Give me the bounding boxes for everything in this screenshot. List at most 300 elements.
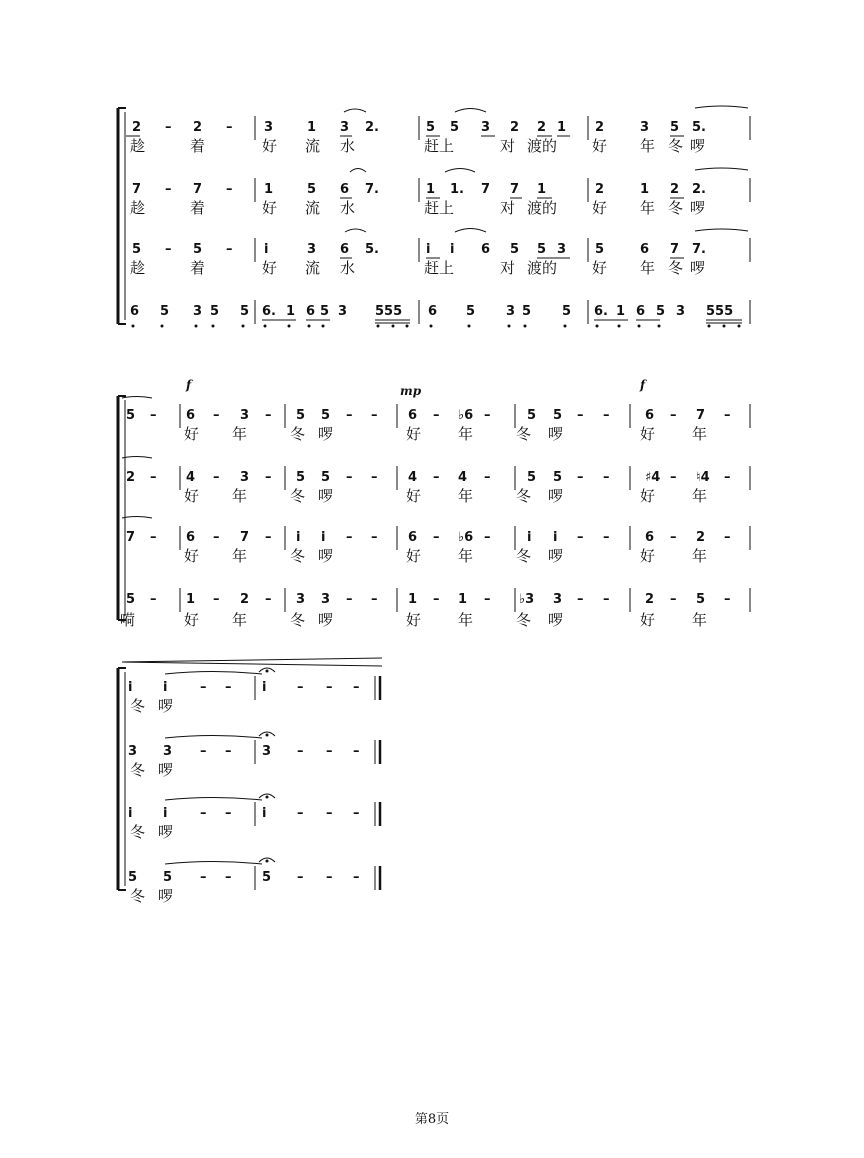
note: –	[200, 744, 207, 759]
octave-dot	[468, 325, 471, 328]
note: –	[225, 870, 232, 885]
note: –	[213, 470, 220, 485]
note: –	[165, 242, 172, 257]
note: –	[724, 470, 731, 485]
note: i	[128, 806, 133, 821]
lyric-syllable: 水	[340, 259, 356, 277]
lyric-syllable: 年	[458, 425, 474, 443]
lyric-syllable: 冬	[668, 259, 684, 277]
note: –	[353, 680, 360, 695]
note: 5	[132, 242, 142, 257]
note: 1	[640, 182, 650, 197]
note: –	[297, 680, 304, 695]
note: 7	[481, 182, 491, 197]
note: 4	[186, 470, 196, 485]
note: i	[163, 680, 168, 695]
lyric-syllable: 赶上	[424, 137, 455, 155]
note: 6	[340, 182, 350, 197]
note: 5	[595, 242, 605, 257]
note: 5	[522, 304, 532, 319]
lyric-syllable: 啰	[548, 487, 564, 505]
lyric-syllable: 渡的	[527, 259, 558, 277]
lyric-syllable: 啰	[318, 611, 334, 629]
note: i	[450, 242, 455, 257]
lyric-syllable: 好	[406, 547, 422, 565]
note: 7	[670, 242, 680, 257]
slur	[344, 109, 366, 112]
note: –	[200, 806, 207, 821]
note: i	[527, 530, 532, 545]
octave-dot	[738, 325, 741, 328]
note: i	[553, 530, 558, 545]
octave-dot	[638, 325, 641, 328]
fermata-dot	[266, 670, 269, 673]
octave-dot	[212, 325, 215, 328]
note: 2	[132, 120, 142, 135]
note: 5	[527, 470, 537, 485]
note: –	[297, 806, 304, 821]
note: 555	[706, 304, 734, 319]
octave-dot	[161, 325, 164, 328]
crescendo-line	[122, 658, 382, 662]
note: –	[150, 408, 157, 423]
note: –	[226, 120, 233, 135]
lyric-syllable: 年	[692, 425, 708, 443]
note: 3	[506, 304, 516, 319]
lyric-syllable: 冬	[290, 547, 306, 565]
note: 5	[160, 304, 170, 319]
lyric-syllable: 年	[458, 611, 474, 629]
lyric-syllable: 水	[340, 137, 356, 155]
note: –	[433, 408, 440, 423]
note: –	[577, 530, 584, 545]
lyric-syllable: 冬	[130, 823, 146, 841]
note: 5	[450, 120, 460, 135]
note: –	[150, 470, 157, 485]
note: –	[484, 408, 491, 423]
note: 5	[510, 242, 520, 257]
lyric-syllable: 渡的	[527, 199, 558, 217]
lyric-syllable: 啰	[690, 137, 706, 155]
note: 4	[408, 470, 418, 485]
lyric-syllable: 冬	[130, 697, 146, 715]
slur	[695, 229, 748, 231]
note: –	[724, 592, 731, 607]
lyric-syllable: 啰	[690, 259, 706, 277]
note: –	[150, 530, 157, 545]
note: 2	[126, 470, 136, 485]
note: 6	[428, 304, 438, 319]
octave-dot	[658, 325, 661, 328]
lyric-syllable: 对	[500, 137, 516, 155]
note: 1	[557, 120, 567, 135]
lyric-syllable: 冬	[290, 611, 306, 629]
note: 5.	[692, 120, 706, 135]
note: 5	[562, 304, 572, 319]
lyric-syllable: 年	[458, 547, 474, 565]
lyric-syllable: 啰	[318, 425, 334, 443]
note: 3	[307, 242, 317, 257]
note: 2	[193, 120, 203, 135]
note: 3	[262, 744, 272, 759]
note: 555	[375, 304, 403, 319]
note: –	[371, 592, 378, 607]
note: –	[603, 592, 610, 607]
note: 6	[408, 408, 418, 423]
slur	[345, 229, 366, 232]
lyric-syllable: 着	[190, 137, 206, 155]
note: ♭6	[458, 408, 474, 423]
lyric-syllable: 好	[184, 547, 200, 565]
note: –	[213, 408, 220, 423]
note: 5	[126, 408, 136, 423]
note: 3	[264, 120, 274, 135]
lyric-syllable: 好	[262, 259, 278, 277]
note: 6	[130, 304, 140, 319]
note: 3	[128, 744, 138, 759]
note: 5	[426, 120, 436, 135]
slur	[165, 672, 262, 675]
note: –	[225, 744, 232, 759]
note: –	[226, 182, 233, 197]
lyric-syllable: 冬	[516, 425, 532, 443]
note: i	[321, 530, 326, 545]
note: 3	[481, 120, 491, 135]
octave-dot	[392, 325, 395, 328]
note: –	[265, 470, 272, 485]
note: –	[577, 408, 584, 423]
note: 5	[320, 304, 330, 319]
lyric-syllable: 啰	[318, 487, 334, 505]
note: 6.	[262, 304, 276, 319]
note: 5	[656, 304, 666, 319]
lyric-syllable: 趁	[130, 137, 146, 155]
lyric-syllable: 冬	[290, 425, 306, 443]
note: i	[163, 806, 168, 821]
lyric-syllable: 啰	[318, 547, 334, 565]
note: 7	[193, 182, 203, 197]
lyric-syllable: 冬	[516, 611, 532, 629]
note: –	[371, 530, 378, 545]
note: 7	[126, 530, 136, 545]
dynamic-marking: f	[640, 378, 646, 392]
note: 1	[616, 304, 626, 319]
note: 2	[537, 120, 547, 135]
note: –	[326, 680, 333, 695]
note: 6	[340, 242, 350, 257]
note: ♭6	[458, 530, 474, 545]
lyric-syllable: 啰	[158, 697, 174, 715]
lyric-syllable: 年	[232, 425, 248, 443]
note: –	[213, 530, 220, 545]
lyric-syllable: 年	[692, 611, 708, 629]
note: 3	[321, 592, 331, 607]
note: 3	[640, 120, 650, 135]
note: –	[433, 530, 440, 545]
note: –	[265, 530, 272, 545]
lyric-syllable: 冬	[130, 761, 146, 779]
lyric-syllable: 冬	[290, 487, 306, 505]
note: 3	[557, 242, 567, 257]
dynamic-marking: mp	[400, 384, 422, 398]
lyric-syllable: 流	[305, 137, 321, 155]
lyric-syllable: 啰	[158, 823, 174, 841]
note: –	[297, 870, 304, 885]
lyric-syllable: 年	[640, 137, 656, 155]
lyric-syllable: 好	[406, 611, 422, 629]
note: –	[226, 242, 233, 257]
note: 2	[670, 182, 680, 197]
note: 4	[458, 470, 468, 485]
lyric-syllable: 啰	[158, 887, 174, 905]
note: –	[213, 592, 220, 607]
lyric-syllable: 啰	[548, 425, 564, 443]
lyric-syllable: 好	[406, 425, 422, 443]
note: 5	[553, 470, 563, 485]
note: –	[346, 592, 353, 607]
note: –	[346, 530, 353, 545]
fermata-dot	[266, 796, 269, 799]
lyric-syllable: 好	[640, 611, 656, 629]
note: 5	[527, 408, 537, 423]
note: ♮4	[696, 470, 710, 485]
note: 6	[306, 304, 316, 319]
slur	[350, 169, 366, 173]
note: 5	[163, 870, 173, 885]
octave-dot	[308, 325, 311, 328]
lyric-syllable: 好	[406, 487, 422, 505]
octave-dot	[264, 325, 267, 328]
lyric-syllable: 年	[692, 487, 708, 505]
note: 7	[240, 530, 250, 545]
octave-dot	[508, 325, 511, 328]
lyric-syllable: 赶上	[424, 259, 455, 277]
note: 3	[193, 304, 203, 319]
note: 1	[186, 592, 196, 607]
slur	[445, 169, 475, 173]
lyric-syllable: 流	[305, 259, 321, 277]
note: –	[326, 806, 333, 821]
slur	[695, 168, 748, 170]
note: i	[296, 530, 301, 545]
note: –	[371, 470, 378, 485]
lyric-syllable: 啰	[690, 199, 706, 217]
lyric-syllable: 好	[184, 425, 200, 443]
note: 3	[340, 120, 350, 135]
lyric-syllable: 冬	[130, 887, 146, 905]
lyric-syllable: 好	[592, 199, 608, 217]
note: 2	[510, 120, 520, 135]
note: 6	[645, 530, 655, 545]
note: i	[262, 806, 267, 821]
note: –	[371, 408, 378, 423]
note: 2	[696, 530, 706, 545]
lyric-syllable: 好	[592, 137, 608, 155]
note: –	[165, 120, 172, 135]
lyric-syllable: 冬	[516, 547, 532, 565]
note: 7	[510, 182, 520, 197]
octave-dot	[242, 325, 245, 328]
note: –	[577, 470, 584, 485]
note: 7.	[365, 182, 379, 197]
note: –	[297, 744, 304, 759]
note: 1	[307, 120, 317, 135]
note: –	[670, 470, 677, 485]
octave-dot	[524, 325, 527, 328]
note: –	[603, 470, 610, 485]
note: 5	[466, 304, 476, 319]
octave-dot	[406, 325, 409, 328]
note: –	[484, 592, 491, 607]
note: 6	[645, 408, 655, 423]
lyric-syllable: 对	[500, 259, 516, 277]
note: –	[326, 744, 333, 759]
lyric-syllable: 年	[232, 611, 248, 629]
note: –	[603, 408, 610, 423]
note: i	[264, 242, 269, 257]
crescendo-line	[122, 662, 382, 666]
note: 3	[163, 744, 173, 759]
octave-dot	[132, 325, 135, 328]
note: 3	[240, 470, 250, 485]
lyric-syllable: 年	[232, 547, 248, 565]
note: ♯4	[645, 470, 661, 485]
lyric-syllable: 水	[340, 199, 356, 217]
octave-dot	[564, 325, 567, 328]
note: 5	[128, 870, 138, 885]
slur	[165, 862, 262, 865]
note: 1	[426, 182, 436, 197]
note: –	[353, 744, 360, 759]
note: 5	[307, 182, 317, 197]
note: 6	[640, 242, 650, 257]
lyric-syllable: 年	[458, 487, 474, 505]
note: 5	[696, 592, 706, 607]
note: –	[150, 592, 157, 607]
note: 6	[408, 530, 418, 545]
note: 2	[645, 592, 655, 607]
note: 1	[458, 592, 468, 607]
note: 1	[537, 182, 547, 197]
slur	[455, 109, 486, 113]
note: 3	[338, 304, 348, 319]
note: –	[346, 470, 353, 485]
lyric-syllable: 好	[640, 547, 656, 565]
octave-dot	[288, 325, 291, 328]
lyric-syllable: 好	[262, 137, 278, 155]
note: –	[346, 408, 353, 423]
dynamic-marking: f	[186, 378, 192, 392]
note: –	[265, 592, 272, 607]
note: –	[603, 530, 610, 545]
note: 5.	[365, 242, 379, 257]
lyric-syllable: 年	[640, 199, 656, 217]
lyric-syllable: 冬	[516, 487, 532, 505]
page-number: 第8页	[414, 1112, 450, 1127]
lyric-syllable: 冬	[668, 137, 684, 155]
lyric-syllable: 流	[305, 199, 321, 217]
note: ♭3	[519, 592, 535, 607]
lyric-syllable: 啰	[548, 611, 564, 629]
note: 5	[553, 408, 563, 423]
octave-dot	[618, 325, 621, 328]
note: 5	[321, 470, 331, 485]
note: 6	[186, 408, 196, 423]
note: –	[670, 530, 677, 545]
slur	[122, 457, 152, 459]
note: 6	[481, 242, 491, 257]
note: 1	[408, 592, 418, 607]
lyric-syllable: 好	[184, 611, 200, 629]
lyric-syllable: 趁	[130, 199, 146, 217]
fermata-dot	[266, 734, 269, 737]
lyric-syllable: 好	[640, 487, 656, 505]
lyric-syllable: 渡的	[527, 137, 558, 155]
note: –	[484, 470, 491, 485]
lyric-syllable: 冬	[668, 199, 684, 217]
lyric-syllable: 年	[692, 547, 708, 565]
note: 5	[126, 592, 136, 607]
note: 6	[636, 304, 646, 319]
octave-dot	[430, 325, 433, 328]
note: 5	[193, 242, 203, 257]
note: 5	[296, 470, 306, 485]
note: –	[265, 408, 272, 423]
slur	[165, 736, 262, 739]
lyric-syllable: 好	[592, 259, 608, 277]
note: 2.	[365, 120, 379, 135]
note: –	[724, 408, 731, 423]
slur	[165, 798, 262, 801]
note: 2	[595, 120, 605, 135]
lyric-syllable: 趁	[130, 259, 146, 277]
note: i	[426, 242, 431, 257]
octave-dot	[596, 325, 599, 328]
note: –	[433, 592, 440, 607]
note: 2	[595, 182, 605, 197]
note: –	[724, 530, 731, 545]
note: 2.	[692, 182, 706, 197]
slur	[695, 106, 748, 108]
slur	[122, 517, 152, 519]
octave-dot	[377, 325, 380, 328]
lyric-syllable: 着	[190, 259, 206, 277]
lyric-syllable: 对	[500, 199, 516, 217]
note: 5	[670, 120, 680, 135]
note: –	[225, 806, 232, 821]
note: –	[165, 182, 172, 197]
lyric-syllable: 啰	[548, 547, 564, 565]
note: 3	[553, 592, 563, 607]
note: 2	[240, 592, 250, 607]
note: 1	[286, 304, 296, 319]
note: –	[200, 680, 207, 695]
note: 6	[186, 530, 196, 545]
note: –	[670, 408, 677, 423]
octave-dot	[322, 325, 325, 328]
note: 5	[537, 242, 547, 257]
lyric-syllable: 好	[262, 199, 278, 217]
note: –	[225, 680, 232, 695]
lyric-syllable: 啰	[158, 761, 174, 779]
note: –	[353, 870, 360, 885]
note: –	[326, 870, 333, 885]
octave-dot	[708, 325, 711, 328]
note: 3	[296, 592, 306, 607]
note: i	[128, 680, 133, 695]
note: 3	[676, 304, 686, 319]
note: 7	[132, 182, 142, 197]
